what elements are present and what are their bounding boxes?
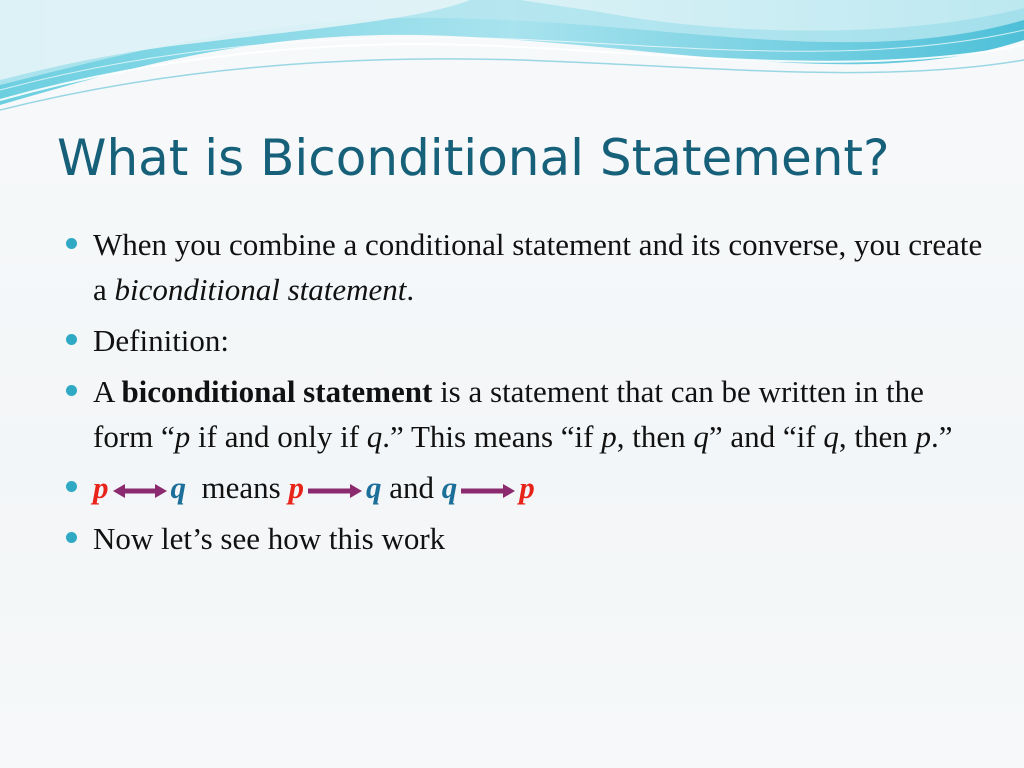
bullet-dot-icon (66, 385, 77, 396)
definition-text: is a statement that can be written in the form “ (93, 374, 924, 454)
header-wave-decoration (0, 0, 1024, 130)
symbol-q: q (441, 470, 458, 505)
bullet-list (66, 222, 986, 567)
means-text: means (201, 470, 281, 505)
definition-text: .” This means “if (382, 419, 602, 454)
variable-p: p (915, 419, 931, 454)
variable-q: q (693, 419, 709, 454)
bullet-dot-icon (66, 238, 77, 249)
bullet-item-biconditional-definition (66, 369, 986, 459)
combine-text-end: . (406, 272, 415, 307)
biconditional-term-italic: biconditional statement (114, 272, 407, 307)
bullet-dot-icon (66, 334, 77, 345)
slide-title: What is Biconditional Statement? (57, 129, 890, 187)
now-lets-see-text: Now let’s see how this work (93, 521, 446, 556)
bullet-dot-icon (66, 532, 77, 543)
bullet-dot-icon (66, 481, 77, 492)
right-arrow-icon (306, 482, 364, 500)
bullet-item-notation (66, 465, 986, 510)
variable-p: p (174, 419, 191, 454)
variable-q: q (823, 419, 839, 454)
right-arrow-icon (459, 482, 517, 500)
symbol-p: p (288, 470, 304, 505)
symbol-p: p (93, 470, 109, 505)
definition-text: .” (930, 419, 953, 454)
bullet-item-combine (66, 222, 986, 312)
bullet-item-definition (66, 318, 986, 363)
symbol-q: q (365, 470, 382, 505)
biconditional-term-bold: biconditional statement (121, 374, 433, 409)
and-text: and (389, 470, 434, 505)
variable-p: p (601, 419, 617, 454)
definition-text: , then (616, 419, 694, 454)
variable-q: q (366, 419, 383, 454)
double-arrow-icon (111, 482, 169, 500)
definition-text: if and only if (190, 419, 367, 454)
definition-prefix: A (93, 374, 122, 409)
combine-text: When you combine a conditional statement and its converse, you create a (93, 227, 983, 307)
bullet-item-now-lets-see (66, 516, 986, 561)
definition-text: , then (838, 419, 916, 454)
definition-label: Definition: (93, 323, 230, 358)
symbol-q: q (170, 470, 186, 505)
definition-text: ” and “if (708, 419, 824, 454)
symbol-p: p (519, 470, 535, 505)
